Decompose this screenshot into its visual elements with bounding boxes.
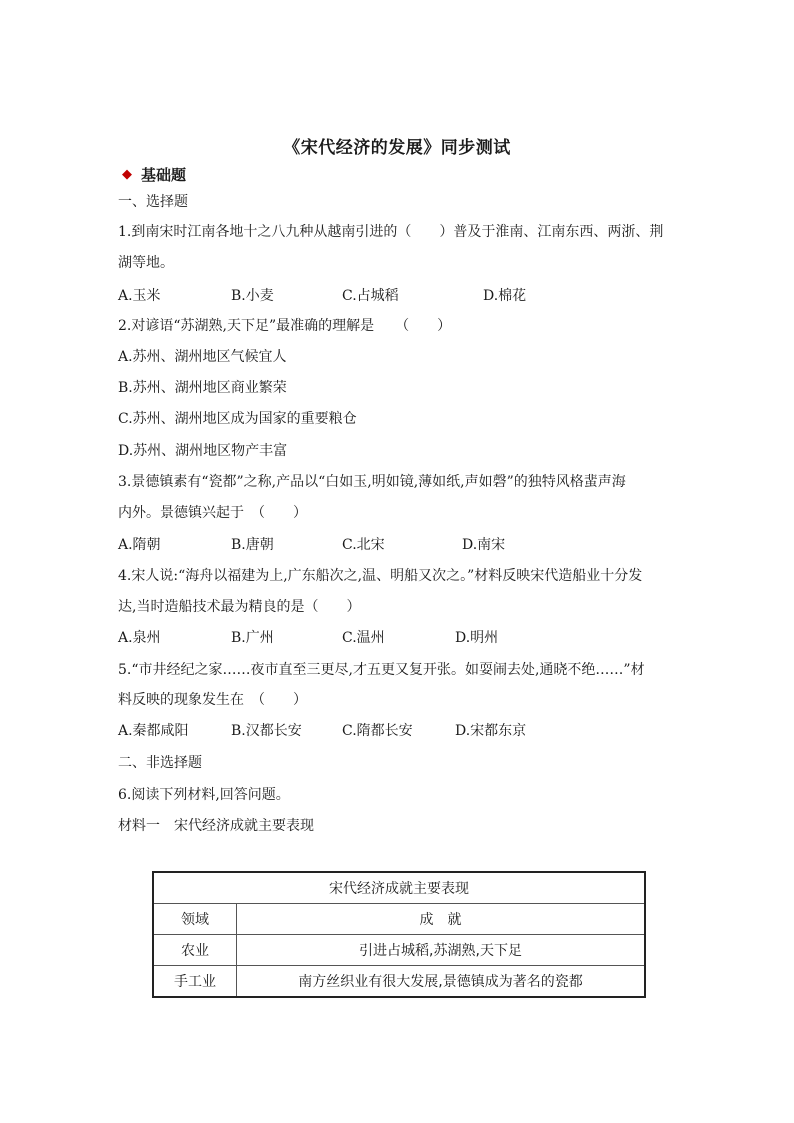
table-row — [153, 935, 645, 966]
q4-option-a: A.泉州 — [118, 630, 161, 646]
q3-text-line2: 内外。景德镇兴起于 （ ） — [118, 505, 307, 521]
q4-option-d: D.明州 — [455, 630, 499, 646]
q5-option-d: D.宋都东京 — [455, 723, 527, 739]
q5-option-a: A.秦都咸阳 — [118, 723, 189, 739]
table-header-row — [153, 904, 645, 935]
q1-text-line2: 湖等地。 — [118, 255, 174, 271]
q5-option-b: B.汉都长安 — [231, 723, 302, 739]
table-row — [153, 966, 645, 998]
table-cell: 引进占城稻,苏湖熟,天下足 — [237, 935, 646, 966]
q3-option-c: C.北宋 — [342, 537, 385, 553]
table-caption: 宋代经济成就主要表现 — [153, 872, 645, 904]
q6-text-line1: 6.阅读下列材料,回答问题。 — [118, 787, 290, 803]
page-title: 《宋代经济的发展》同步测试 — [283, 138, 511, 158]
diamond-bullet-icon: ◆ — [122, 167, 132, 182]
q1-option-d: D.棉花 — [483, 288, 527, 304]
q5-option-c: C.隋都长安 — [342, 723, 413, 739]
achievements-table — [152, 871, 646, 998]
q5-text-line2: 料反映的现象发生在 （ ） — [118, 692, 307, 708]
q3-option-b: B.唐朝 — [231, 537, 274, 553]
q2-option-a: A.苏州、湖州地区气候宜人 — [118, 349, 287, 365]
q4-option-b: B.广州 — [231, 630, 274, 646]
q4-option-c: C.温州 — [342, 630, 385, 646]
q3-option-d: D.南宋 — [462, 537, 506, 553]
table-cell: 手工业 — [153, 966, 237, 998]
q1-text-line1: 1.到南宋时江南各地十之八九种从越南引进的（ ）普及于淮南、江南东西、两浙、荆 — [118, 224, 664, 240]
table-header-achievement: 成 就 — [237, 904, 646, 935]
q2-option-d: D.苏州、湖州地区物产丰富 — [118, 443, 288, 459]
q5-text-line1: 5.“市井经纪之家……夜市直至三更尽,才五更又复开张。如耍闹去处,通晓不绝……”材 — [118, 662, 645, 678]
table-cell: 南方丝织业有很大发展,景德镇成为著名的瓷都 — [237, 966, 646, 998]
q3-text-line1: 3.景德镇素有“瓷都”之称,产品以“白如玉,明如镜,薄如纸,声如磬”的独特风格蜚声海 — [118, 474, 626, 490]
q4-text-line2: 达,当时造船技术最为精良的是（ ） — [118, 599, 361, 615]
part2-heading: 二、非选择题 — [118, 755, 202, 771]
section-label: 基础题 — [141, 166, 187, 184]
q4-text-line1: 4.宋人说:“海舟以福建为上,广东船次之,温、明船又次之。”材料反映宋代造船业十分发 — [118, 568, 643, 584]
material1-label: 材料一 宋代经济成就主要表现 — [118, 818, 314, 834]
q1-option-c: C.占城稻 — [342, 288, 399, 304]
q1-option-b: B.小麦 — [231, 288, 274, 304]
table-caption-row — [153, 872, 645, 904]
table-header-field: 领域 — [153, 904, 237, 935]
q2-option-b: B.苏州、湖州地区商业繁荣 — [118, 380, 287, 396]
q3-option-a: A.隋朝 — [118, 537, 161, 553]
q2-option-c: C.苏州、湖州地区成为国家的重要粮仓 — [118, 411, 357, 427]
q2-text-line1: 2.对谚语“苏湖熟,天下足”最准确的理解是 （ ） — [118, 318, 452, 334]
section-heading — [122, 164, 186, 185]
q1-option-a: A.玉米 — [118, 288, 161, 304]
table-cell: 农业 — [153, 935, 237, 966]
part1-heading: 一、选择题 — [118, 194, 188, 210]
